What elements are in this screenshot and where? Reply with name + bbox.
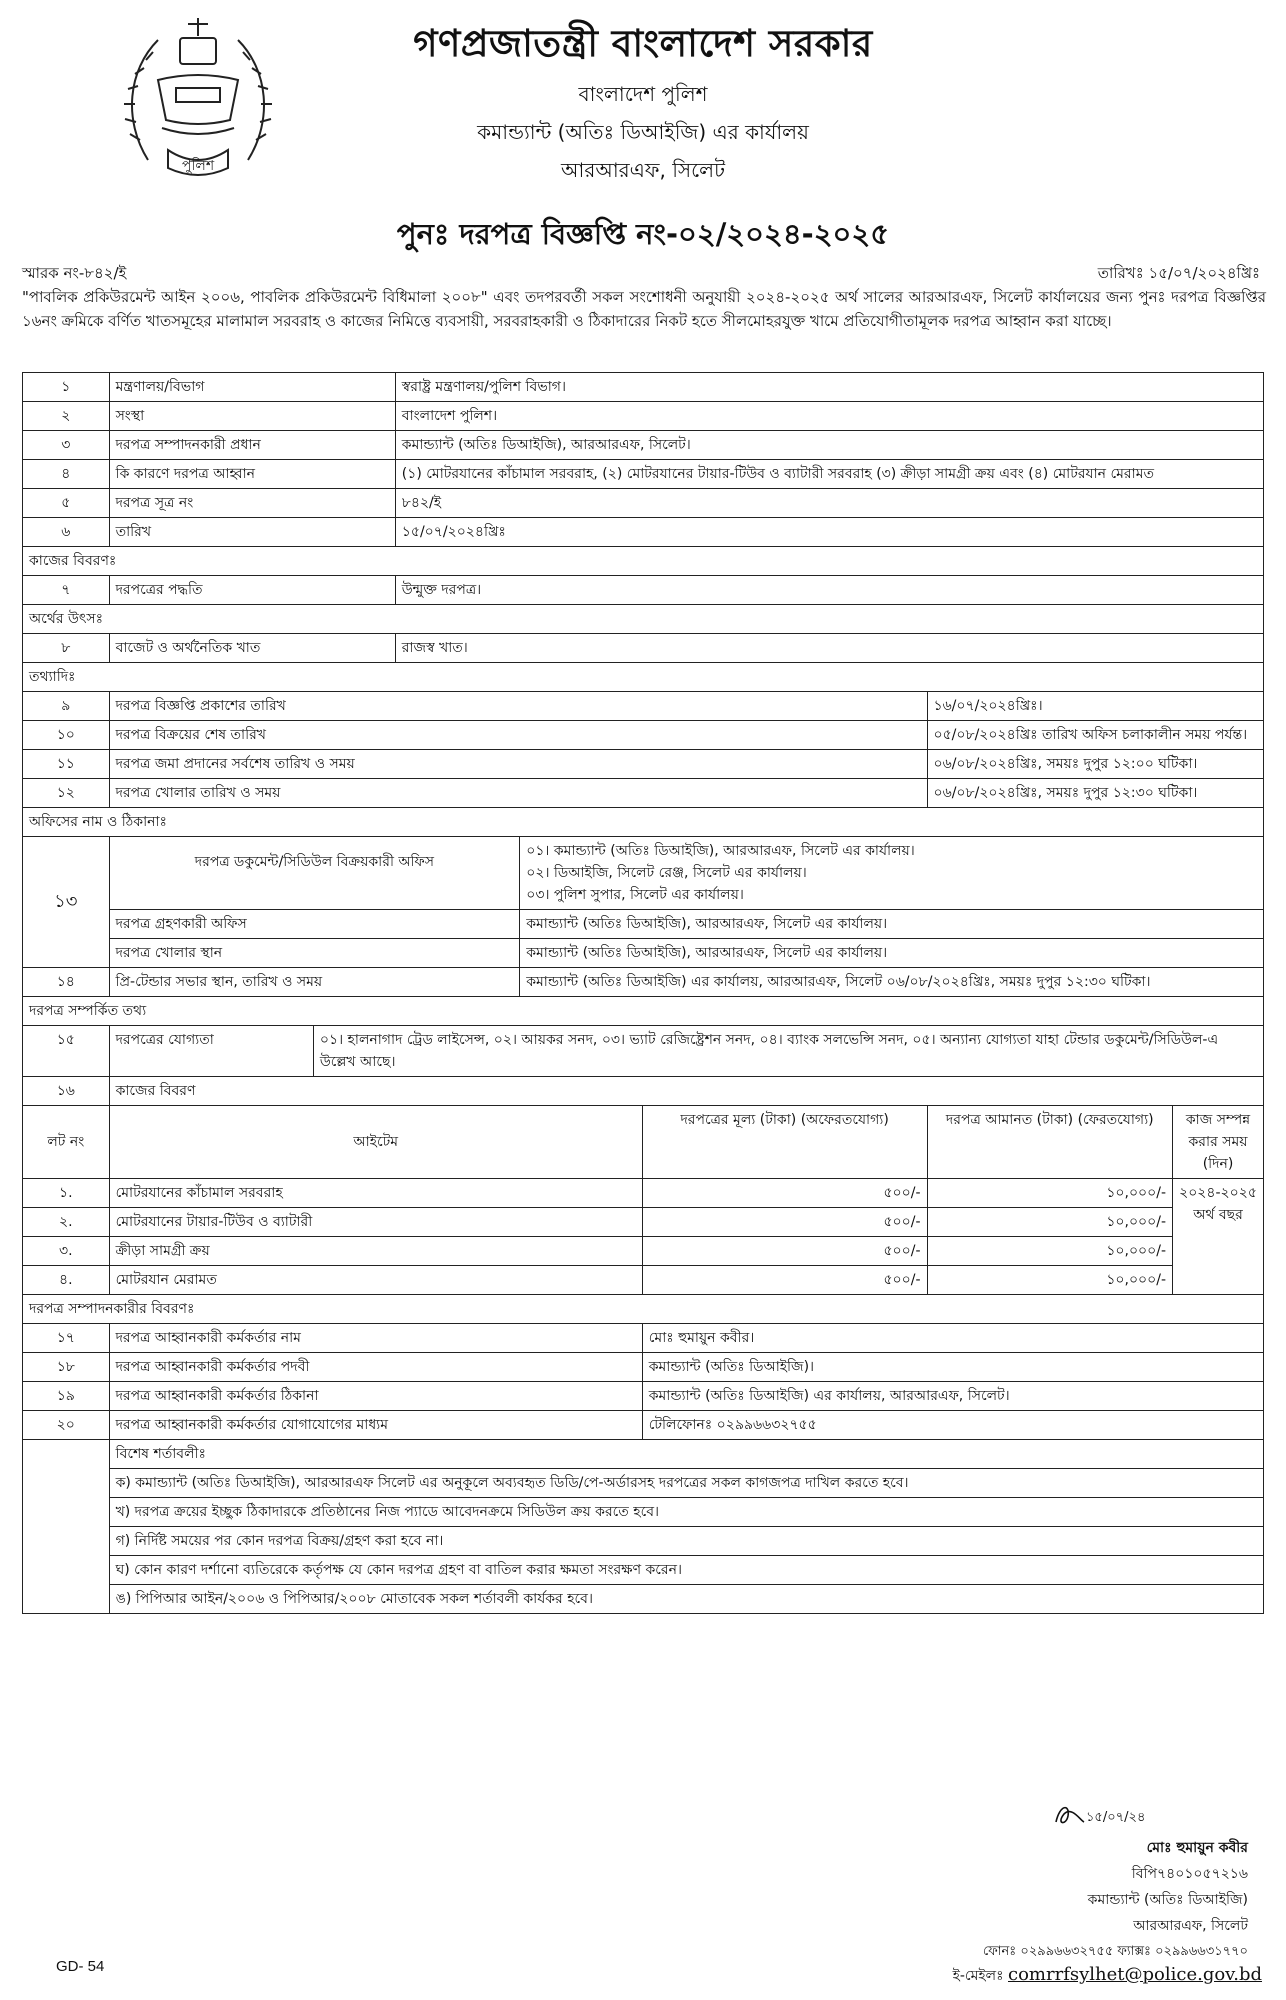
- special-row: গ) নির্দিষ্ট সময়ের পর কোন দরপত্র বিক্রয়/গ্রহণ করা হবে না।: [23, 1527, 1264, 1556]
- table-row: ১৩ দরপত্র ডকুমেন্ট/সিডিউল বিক্রয়কারী অফিস ০১। কমান্ড্যান্ট (অতিঃ ডিআইজি), আরআরএফ, সিলেট এর কার্যালয়। ০২। ডিআইজি, সিলেট রেঞ্জ, সিলেট এর কার্যালয়। ০৩। পুলিশ সুপার, সিলেট এর কার্যালয়।: [23, 837, 1264, 910]
- police-emblem-icon: [118, 10, 278, 185]
- table-row: ১৬ কাজের বিবরণ: [23, 1077, 1264, 1106]
- section-row: কাজের বিবরণঃ: [23, 547, 1264, 576]
- table-row: দরপত্র গ্রহণকারী অফিস কমান্ড্যান্ট (অতিঃ ডিআইজি), আরআরএফ, সিলেট এর কার্যালয়।: [23, 910, 1264, 939]
- notice-date: তারিখঃ ১৫/০৭/২০২৪খ্রিঃ: [1097, 264, 1260, 282]
- special-header-row: বিশেষ শর্তাবলীঃ: [23, 1440, 1264, 1469]
- email-label: ই-মেইলঃ: [952, 1968, 1004, 1984]
- email-link[interactable]: comrrfsylhet@police.gov.bd: [1008, 1964, 1262, 1985]
- table-row: ২ সংস্থা বাংলাদেশ পুলিশ।: [23, 402, 1264, 431]
- section-row: অর্থের উৎসঃ: [23, 605, 1264, 634]
- section-row: অফিসের নাম ও ঠিকানাঃ: [23, 808, 1264, 837]
- special-row: খ) দরপত্র ক্রয়ের ইচ্ছুক ঠিকাদারকে প্রতিষ্ঠানের নিজ প্যাডে আবেদনক্রমে সিডিউল ক্রয় করতে হবে।: [23, 1498, 1264, 1527]
- table-row: ৩ দরপত্র সম্পাদনকারী প্রধান কমান্ড্যান্ট (অতিঃ ডিআইজি), আরআরএফ, সিলেট।: [23, 431, 1264, 460]
- lot-header-row: লট নং আইটেম দরপত্রের মূল্য (টাকা) (অফেরতযোগ্য) দরপত্র আমানত (টাকা) (ফেরতযোগ্য) কাজ সম্পন্ন করার সময় (দিন): [23, 1106, 1264, 1179]
- signatory-email: [953, 1964, 1262, 1988]
- table-row: ১৪ প্রি-টেন্ডার সভার স্থান, তারিখ ও সময় কমান্ড্যান্ট (অতিঃ ডিআইজি) এর কার্যালয়, আরআরএফ, সিলেট ০৬/০৮/২০২৪খ্রিঃ, সময়ঃ দুপুর ১২:৩০ ঘটিকা।: [23, 968, 1264, 997]
- table-row: ১৭ দরপত্র আহ্বানকারী কর্মকর্তার নাম মোঃ হুমায়ুন কবীর।: [23, 1324, 1264, 1353]
- signatory-designation: কমান্ড্যান্ট (অতিঃ ডিআইজি): [1087, 1892, 1248, 1908]
- table-row: ২০ দরপত্র আহ্বানকারী কর্মকর্তার যোগাযোগের মাধ্যম টেলিফোনঃ ০২৯৯৬৬৩২৭৫৫: [23, 1411, 1264, 1440]
- header-line-location: আরআরএফ, সিলেট: [561, 158, 725, 182]
- signatory-id: বিপি৭৪০১০৫৭২১৬: [1131, 1866, 1248, 1882]
- table-row: ৪ কি কারণে দরপত্র আহ্বান (১) মোটরযানের কাঁচামাল সরবরাহ, (২) মোটরযানের টায়ার-টিউব ও ব্যাটারী সরবরাহ (৩) ক্রীড়া সামগ্রী ক্রয় এবং (৪) মোটরযান মেরামত: [23, 460, 1264, 489]
- intro-paragraph: "পাবলিক প্রকিউরমেন্ট আইন ২০০৬, পাবলিক প্রকিউরমেন্ট বিধিমালা ২০০৮" এবং তদপরবর্তী সকল সংশোধনী অনুযায়ী ২০২৪-২০২৫ অর্থ সালের আরআরএফ, সিলেট কার্যালয়ের জন্য পুনঃ দরপত্র বিজ্ঞপ্তির ১৬নং ক্রমিকে বর্ণিত খাতসমূহের মালামাল সরবরাহ ও কাজের নিমিত্তে ব্যবসায়ী, সরবরাহকারী ও ঠিকাদারের নিকট হতে সীলমোহরযুক্ত খামে প্রতিযোগীতামূলক দরপত্র আহ্বান করা যাচ্ছে।: [22, 288, 1266, 330]
- section-row: দরপত্র সম্পাদনকারীর বিবরণঃ: [23, 1295, 1264, 1324]
- table-row: ৭ দরপত্রের পদ্ধতি উন্মুক্ত দরপত্র।: [23, 576, 1264, 605]
- section-row: তথ্যাদিঃ: [23, 663, 1264, 692]
- table-row: ৯ দরপত্র বিজ্ঞপ্তি প্রকাশের তারিখ ১৬/০৭/২০২৪খ্রিঃ।: [23, 692, 1264, 721]
- table-row: ১১ দরপত্র জমা প্রদানের সর্বশেষ তারিখ ও সময় ০৬/০৮/২০২৪খ্রিঃ, সময়ঃ দুপুর ১২:০০ ঘটিকা।: [23, 750, 1264, 779]
- footer-code: GD- 54: [56, 1958, 105, 1975]
- lot-row: ২. মোটরযানের টায়ার-টিউব ও ব্যাটারী ৫০০/- ১০,০০০/-: [23, 1208, 1264, 1237]
- tender-table: [22, 372, 1264, 1614]
- signatory-office: আরআরএফ, সিলেট: [1133, 1918, 1248, 1934]
- table-row: ১৯ দরপত্র আহ্বানকারী কর্মকর্তার ঠিকানা কমান্ড্যান্ট (অতিঃ ডিআইজি) এর কার্যালয়, আরআরএফ, সিলেট।: [23, 1382, 1264, 1411]
- table-row: ১৮ দরপত্র আহ্বানকারী কর্মকর্তার পদবী কমান্ড্যান্ট (অতিঃ ডিআইজি)।: [23, 1353, 1264, 1382]
- signature-date: ১৫/০৭/২৪: [1086, 1810, 1146, 1825]
- memo-number: স্মারক নং-৮৪২/ই: [22, 264, 127, 282]
- table-row: ৬ তারিখ ১৫/০৭/২০২৪খ্রিঃ: [23, 518, 1264, 547]
- table-row: ১২ দরপত্র খোলার তারিখ ও সময় ০৬/০৮/২০২৪খ্রিঃ, সময়ঃ দুপুর ১২:৩০ ঘটিকা।: [23, 779, 1264, 808]
- signatory-name: মোঃ হুমায়ুন কবীর: [1146, 1840, 1248, 1856]
- lot-row: ১. মোটরযানের কাঁচামাল সরবরাহ ৫০০/- ১০,০০০/- ২০২৪-২০২৫ অর্থ বছর: [23, 1179, 1264, 1208]
- header-line-office: কমান্ড্যান্ট (অতিঃ ডিআইজি) এর কার্যালয়: [477, 120, 809, 144]
- header-line-police: বাংলাদেশ পুলিশ: [578, 82, 708, 106]
- table-row: ১ মন্ত্রণালয়/বিভাগ স্বরাষ্ট্র মন্ত্রণালয়/পুলিশ বিভাগ।: [23, 373, 1264, 402]
- table-row: দরপত্র খোলার স্থান কমান্ড্যান্ট (অতিঃ ডিআইজি), আরআরএফ, সিলেট এর কার্যালয়।: [23, 939, 1264, 968]
- section-row: দরপত্র সম্পর্কিত তথ্য: [23, 997, 1264, 1026]
- table-row: ১৫ দরপত্রের যোগ্যতা ০১। হালনাগাদ ট্রেড লাইসেন্স, ০২। আয়কর সনদ, ০৩। ভ্যাট রেজিষ্ট্রেশন সনদ, ০৪। ব্যাংক সলভেন্সি সনদ, ০৫। অন্যান্য যোগ্যতা যাহা টেন্ডার ডকুমেন্ট/সিডিউল-এ উল্লেখ আছে।: [23, 1026, 1264, 1077]
- svg-text:পুলিশ: পুলিশ: [181, 158, 215, 174]
- lot-row: ৪. মোটরযান মেরামত ৫০০/- ১০,০০০/-: [23, 1266, 1264, 1295]
- table-row: ৫ দরপত্র সূত্র নং ৮৪২/ই: [23, 489, 1264, 518]
- gov-title: গণপ্রজাতন্ত্রী বাংলাদেশ সরকার: [413, 22, 873, 65]
- table-row: ৮ বাজেট ও অর্থনৈতিক খাত রাজস্ব খাত।: [23, 634, 1264, 663]
- notice-title: পুনঃ দরপত্র বিজ্ঞপ্তি নং-০২/২০২৪-২০২৫: [396, 217, 890, 251]
- special-row: ঙ) পিপিআর আইন/২০০৬ ও পিপিআর/২০০৮ মোতাবেক সকল শর্তাবলী কার্যকর হবে।: [23, 1585, 1264, 1614]
- special-row: ঘ) কোন কারণ দর্শানো ব্যতিরেকে কর্তৃপক্ষ যে কোন দরপত্র গ্রহণ বা বাতিল করার ক্ষমতা সংরক্ষণ করেন।: [23, 1556, 1264, 1585]
- lot-row: ৩. ক্রীড়া সামগ্রী ক্রয় ৫০০/- ১০,০০০/-: [23, 1237, 1264, 1266]
- table-row: ১০ দরপত্র বিক্রয়ের শেষ তারিখ ০৫/০৮/২০২৪খ্রিঃ তারিখ অফিস চলাকালীন সময় পর্যন্ত।: [23, 721, 1264, 750]
- signatory-phone-fax: ফোনঃ ০২৯৯৬৬৩২৭৫৫ ফ্যাক্সঃ ০২৯৯৬৬৩১৭৭০: [983, 1944, 1248, 1959]
- special-row: ক) কমান্ড্যান্ট (অতিঃ ডিআইজি), আরআরএফ সিলেট এর অনুকূলে অব্যবহৃত ডিডি/পে-অর্ডারসহ দরপত্রের সকল কাগজপত্র দাখিল করতে হবে।: [23, 1469, 1264, 1498]
